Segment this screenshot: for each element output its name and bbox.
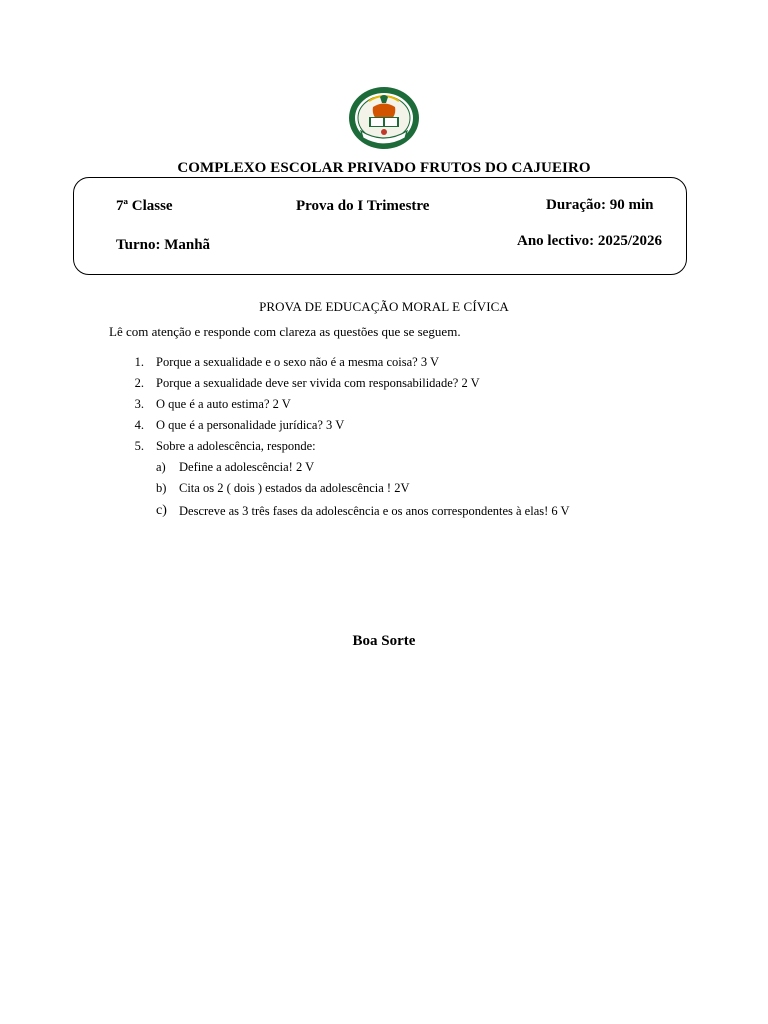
subquestion-text: Define a adolescência! 2 V: [179, 460, 315, 474]
question-number: 4.: [134, 418, 144, 432]
question-text: O que é a auto estima? 2 V: [156, 397, 291, 411]
question-text: Porque a sexualidade deve ser vivida com responsabilidade? 2 V: [156, 376, 480, 390]
question-text: Porque a sexualidade e o sexo não é a mesma coisa? 3 V: [156, 355, 440, 369]
question-number: 3.: [134, 397, 144, 411]
question-text: O que é a personalidade jurídica? 3 V: [156, 418, 345, 432]
instructions: Lê com atenção e responde com clareza as questões que se seguem.: [109, 324, 461, 339]
subquestion-text: Descreve as 3 três fases da adolescência e os anos correspondentes à elas! 6 V: [179, 504, 570, 518]
subquestion-letter: b): [156, 481, 167, 495]
question-text: Sobre a adolescência, responde:: [156, 439, 316, 453]
exam-info-box: [73, 177, 687, 275]
question-number: 5.: [134, 439, 144, 453]
shift-label: Turno: Manhã: [116, 237, 211, 253]
school-year-label: Ano lectivo: 2025/2026: [517, 233, 662, 249]
subquestion-letter: a): [156, 460, 166, 474]
exam-name: Prova do I Trimestre: [296, 198, 430, 214]
subquestion-text: Cita os 2 ( dois ) estados da adolescência ! 2V: [179, 481, 410, 495]
closing-message: Boa Sorte: [352, 633, 416, 649]
class-label: 7ª Classe: [116, 198, 173, 214]
school-logo: [347, 85, 421, 153]
exam-title: PROVA DE EDUCAÇÃO MORAL E CÍVICA: [259, 299, 509, 314]
school-name: COMPLEXO ESCOLAR PRIVADO FRUTOS DO CAJUEIRO: [177, 160, 591, 176]
question-number: 2.: [134, 376, 144, 390]
question-number: 1.: [134, 355, 144, 369]
subquestion-letter: c): [156, 503, 167, 518]
duration-label: Duração: 90 min: [546, 197, 654, 213]
